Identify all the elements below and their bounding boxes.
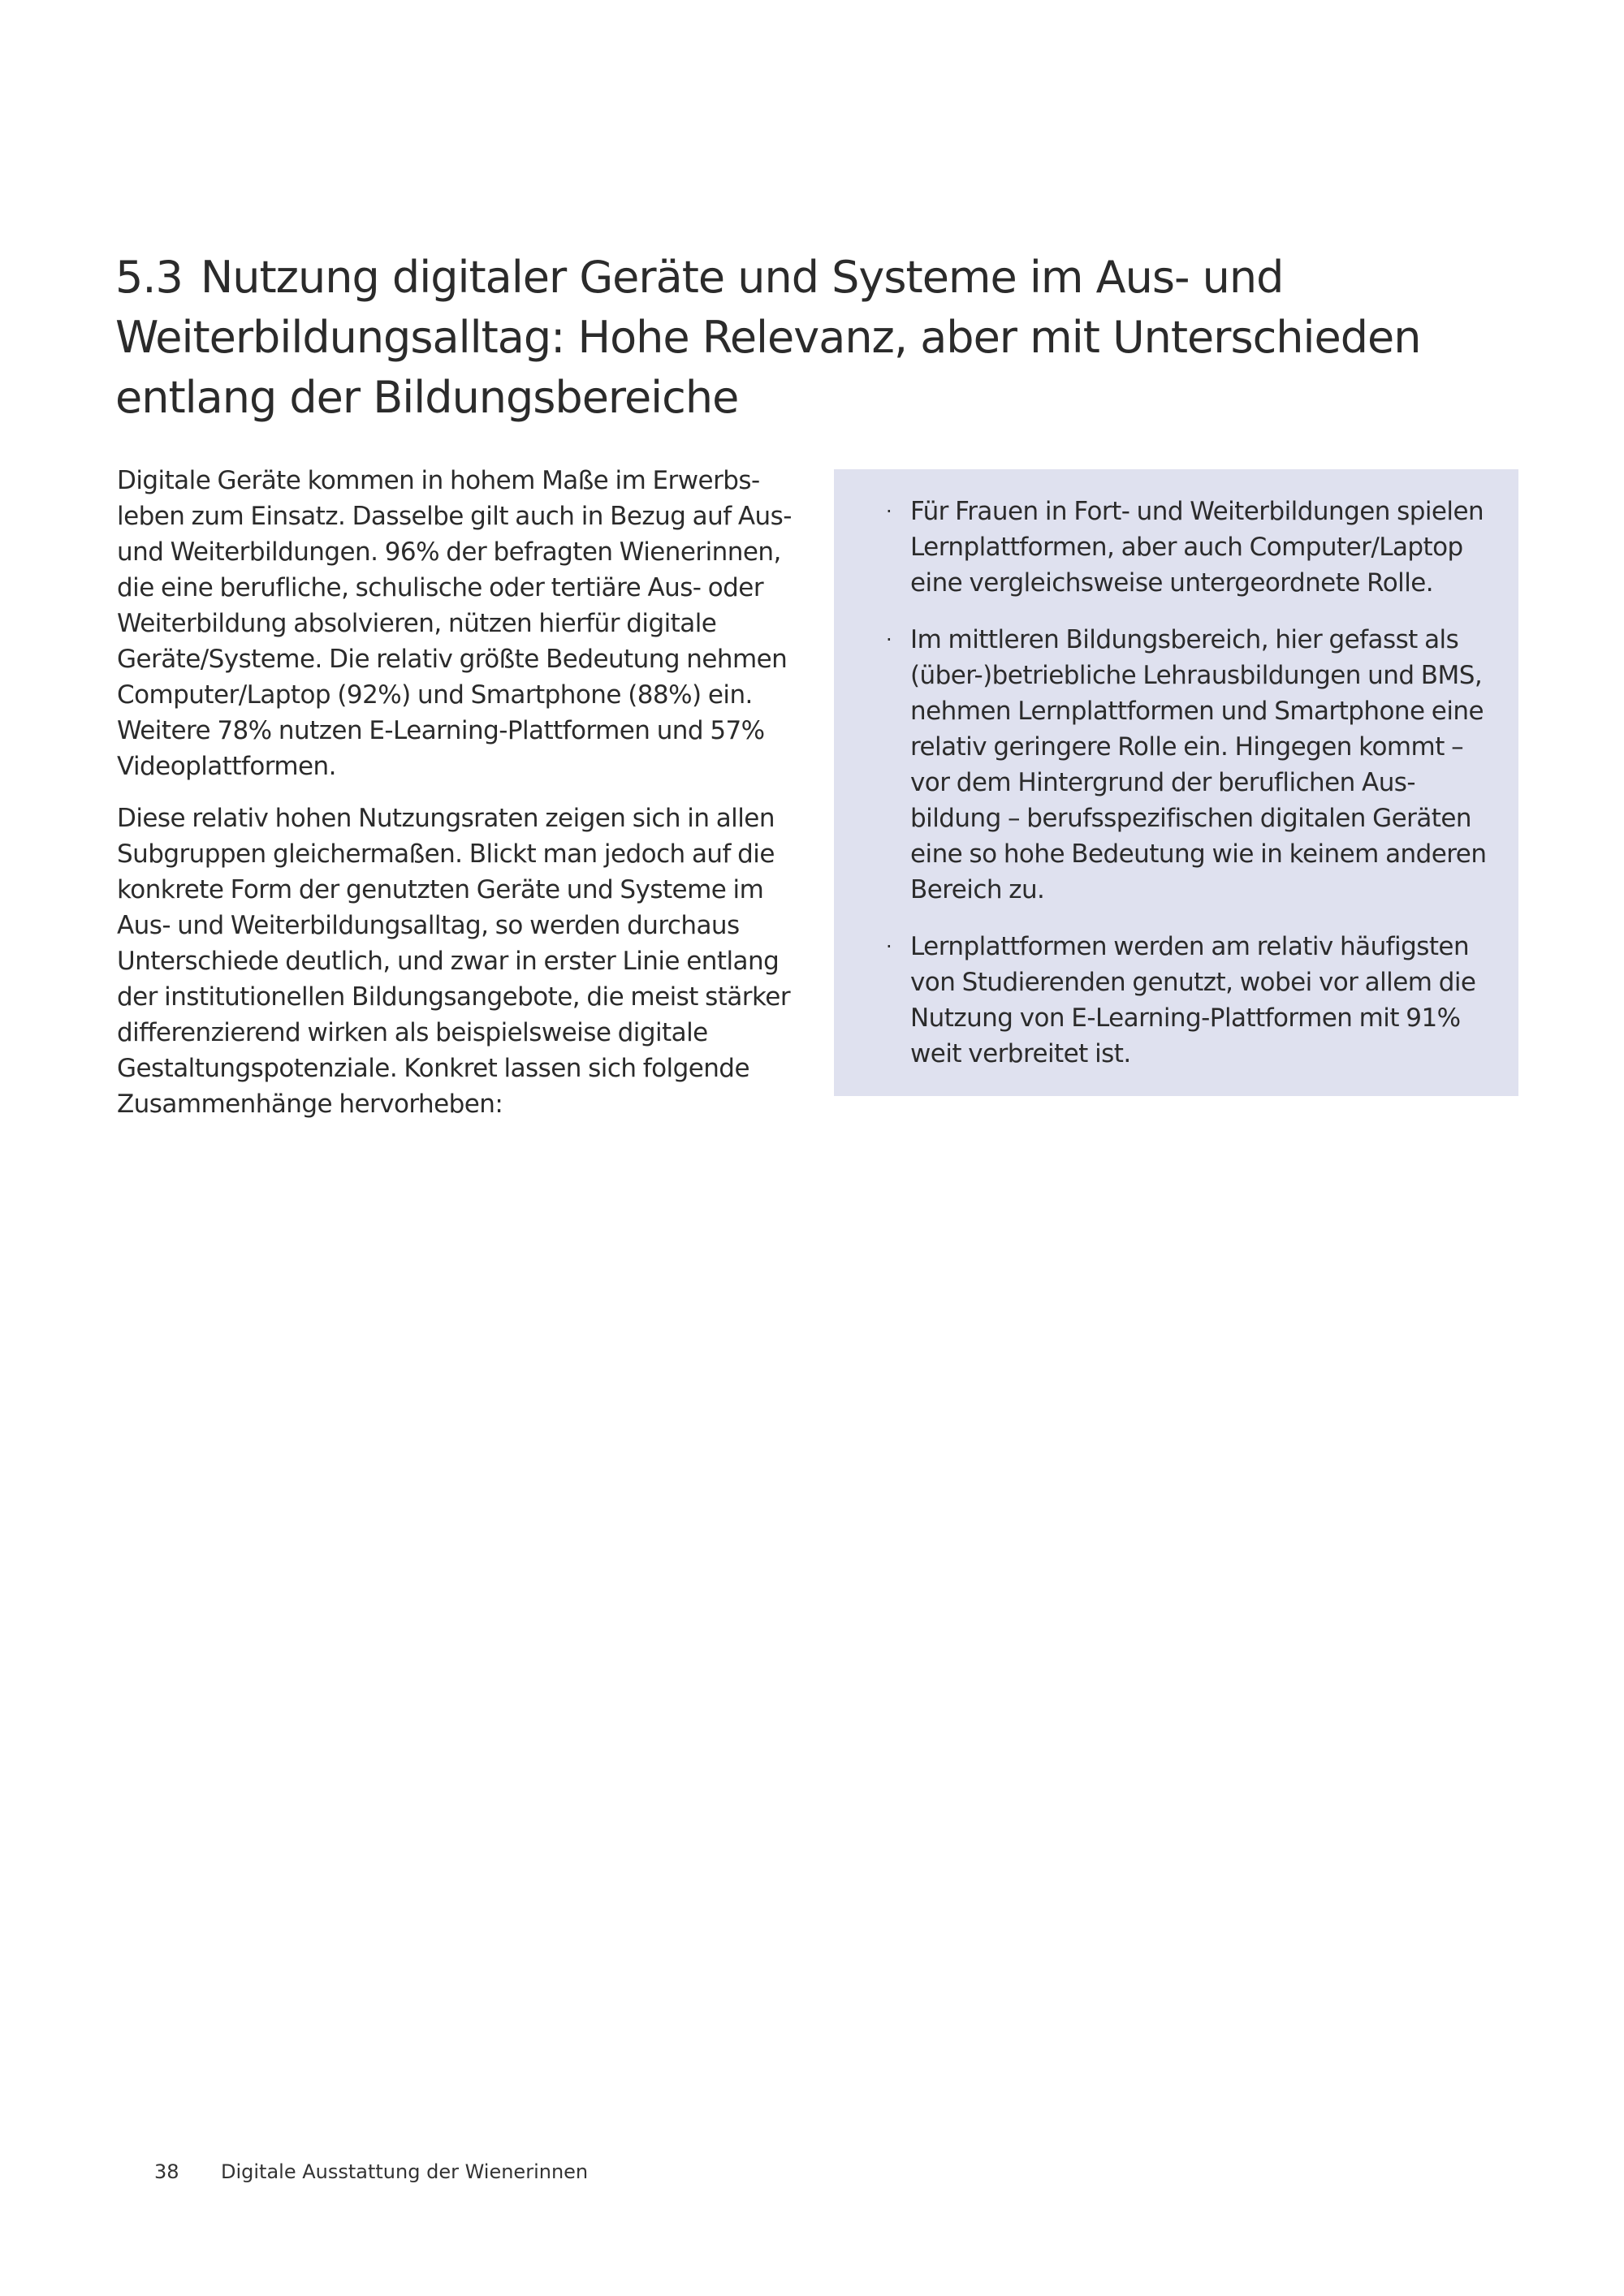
publication-title: Digitale Ausstattung der Wienerinnen — [221, 2160, 589, 2183]
page-number: 38 — [154, 2160, 179, 2183]
highlight-item-1 — [858, 494, 1494, 601]
body-paragraph-1: Digitale Geräte kommen in hohem Maße im Erwerbsleben zum Einsatz. Dasselbe gilt auch in Bezug auf Aus- und Weiterbildungen. 96% der befragten Wienerinnen, die eine berufliche, schulische oder tertiäre Aus- oder Weiterbildung absolvieren, nützen hierfür digitale Geräte/Systeme. Die relativ größte Bedeutung nehmen Computer/Laptop (92%) und Smartphone (88%) ein. Weitere 78% nutzen E-Learning-Plattformen und 57% Videoplattformen. — [117, 466, 792, 781]
body-paragraph-2: Diese relativ hohen Nutzungsraten zeigen sich in allen Subgruppen gleichermaßen. Blickt man jedoch auf die konkrete Form der genutzten Geräte und Systeme im Aus- und Weiterbildungsalltag, so werden durchaus Unterschiede deutlich, und zwar in erster Linie entlang der institutionellen Bildungsangebote, die meist stärker differenzierend wirken als beispielsweise digitale Gestaltungspotenziale. Konkret lassen sich folgende Zusammenhänge hervorheben: — [117, 804, 791, 1119]
highlight-list — [858, 494, 1494, 1072]
highlight-item-3 — [858, 929, 1494, 1072]
highlight-item-text: Lernplattformen werden am relativ häufigsten von Studierenden genutzt, wobei vor allem die Nutzung von E-Learning-Plattformen mit 91% weit verbreitet ist. — [910, 932, 1476, 1068]
section-heading — [115, 248, 1544, 428]
bullet-icon: · — [886, 500, 892, 523]
highlight-item-text: Im mittleren Bildungsbereich, hier gefasst als (über-)betriebliche Lehrausbildungen und BMS, nehmen Lernplattformen und Smartphone eine relativ geringere Rolle ein. Hingegen kommt – vor dem Hintergrund der beruflichen Ausbildung – berufsspezifischen digitalen Geräten eine so hohe Bedeutung wie in keinem anderen Bereich zu. — [910, 625, 1487, 904]
page-footer — [154, 2160, 588, 2184]
section-number: 5.3 — [115, 252, 183, 303]
highlight-item-text: Für Frauen in Fort- und Weiterbildungen spielen Lernplattformen, aber auch Computer/Laptop eine vergleichsweise untergeordnete Rolle. — [910, 497, 1484, 598]
highlight-box — [834, 469, 1518, 1096]
section-title: Nutzung digitaler Geräte und Systeme im Aus- und Weiterbildungsalltag: Hohe Relevanz, aber mit Unterschieden entlang der Bildungsbereiche — [115, 252, 1421, 423]
body-text-column — [117, 463, 807, 1138]
highlight-item-2 — [858, 622, 1494, 908]
bullet-icon: · — [886, 628, 892, 651]
bullet-icon: · — [886, 935, 892, 958]
